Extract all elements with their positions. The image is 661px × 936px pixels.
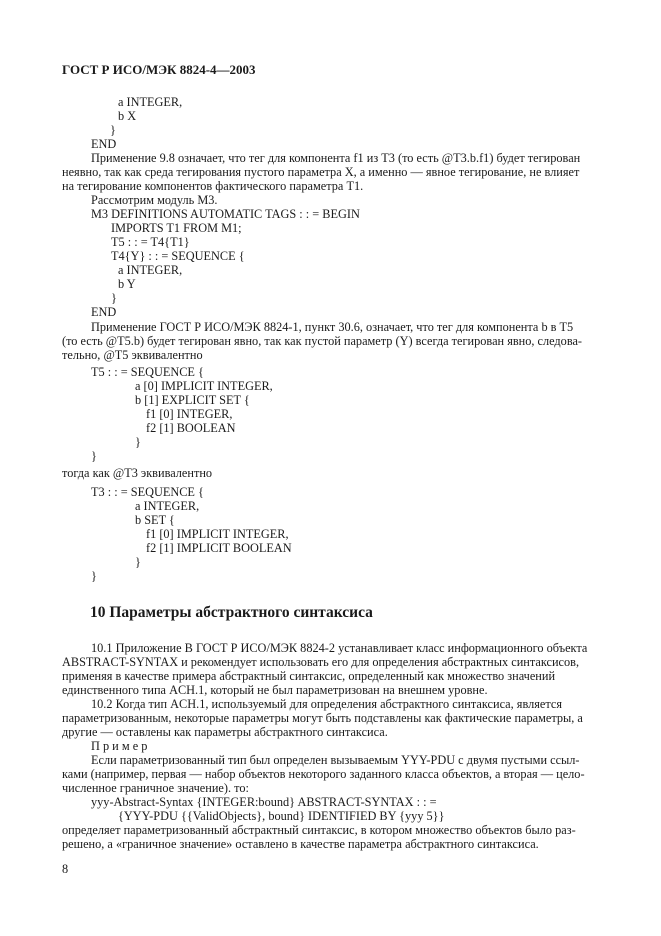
line: } [91,449,97,463]
line: b SET { [135,513,175,527]
line: 10.1 Приложение B ГОСТ Р ИСО/МЭК 8824-2 устанавливает класс информационного объекта [91,641,588,655]
line: параметризованным, некоторые параметры могут быть подставлены как фактические параметры, а [62,711,583,725]
line: на тегирование компонентов фактического параметра T1. [62,179,364,193]
line: M3 DEFINITIONS AUTOMATIC TAGS : : = BEGIN [91,207,360,221]
line: Рассмотрим модуль M3. [91,193,218,207]
line: T3 : : = SEQUENCE { [91,485,204,499]
line: b [1] EXPLICIT SET { [135,393,250,407]
line: END [91,137,117,151]
line: ABSTRACT-SYNTAX и рекомендует использовать его для определения абстрактных синтаксисов, [62,655,580,669]
section-title: 10 Параметры абстрактного синтаксиса [90,604,373,621]
line: неявно, так как среда тегирования пустого параметра X, а именно — явное тегирование, не влияет [62,165,580,179]
line: b X [118,109,137,123]
line: a INTEGER, [118,95,183,109]
line: } [110,123,116,137]
line: T4{Y} : : = SEQUENCE { [111,249,245,263]
line: применяя в качестве примера абстрактный синтаксис, определенный как множество значений [62,669,556,683]
line: } [91,569,97,583]
line: Применение 9.8 означает, что тег для компонента f1 из T3 (то есть @T3.b.f1) будет тегирован [91,151,581,165]
line: f1 [0] IMPLICIT INTEGER, [146,527,289,541]
line: 10.2 Когда тип ACH.1, используемый для определения абстрактного синтаксиса, является [91,697,562,711]
line: другие — оставлены как параметры абстрактного синтаксиса. [62,725,388,739]
line: П р и м е р [91,739,148,753]
line: } [135,555,141,569]
line: IMPORTS T1 FROM M1; [111,221,242,235]
line: } [111,291,117,305]
line: (то есть @T5.b) будет тегирован явно, так как пустой параметр (Y) всегда тегирован явно, следова- [62,334,583,348]
line: yyy-Abstract-Syntax {INTEGER:bound} ABSTRACT-SYNTAX : : = [91,795,437,809]
line: a INTEGER, [118,263,183,277]
line: численное граничное значение). то: [62,781,249,795]
line: END [91,305,117,319]
line: единственного типа ACH.1, который не был параметризован на внешнем уровне. [62,683,488,697]
line: тогда как @T3 эквивалентно [62,466,213,480]
page-number: 8 [62,862,69,876]
line: тельно, @T5 эквивалентно [62,348,203,362]
line: Если параметризованный тип был определен вызываемым YYY-PDU с двумя пустыми ссыл- [91,753,580,767]
line: f1 [0] INTEGER, [146,407,233,421]
line: Применение ГОСТ Р ИСО/МЭК 8824-1, пункт 30.6, означает, что тег для компонента b в T5 [91,320,574,334]
line: определяет параметризованный абстрактный синтаксис, в котором множество объектов было раз- [62,823,576,837]
line: T5 : : = SEQUENCE { [91,365,204,379]
line: } [135,435,141,449]
line: a [0] IMPLICIT INTEGER, [135,379,273,393]
document-header: ГОСТ Р ИСО/МЭК 8824-4—2003 [62,62,256,77]
line: ками (например, первая — набор объектов некоторого заданного класса объектов, а вторая — цело- [62,767,585,781]
line: f2 [1] BOOLEAN [146,421,236,435]
line: a INTEGER, [135,499,200,513]
line: решено, а «граничное значение» оставлено в качестве параметра абстрактного синтаксиса. [62,837,539,851]
line: {YYY-PDU {{ValidObjects}, bound} IDENTIFIED BY {yyy 5}} [118,809,445,823]
line: b Y [118,277,136,291]
line: f2 [1] IMPLICIT BOOLEAN [146,541,292,555]
line: T5 : : = T4{T1} [111,235,190,249]
